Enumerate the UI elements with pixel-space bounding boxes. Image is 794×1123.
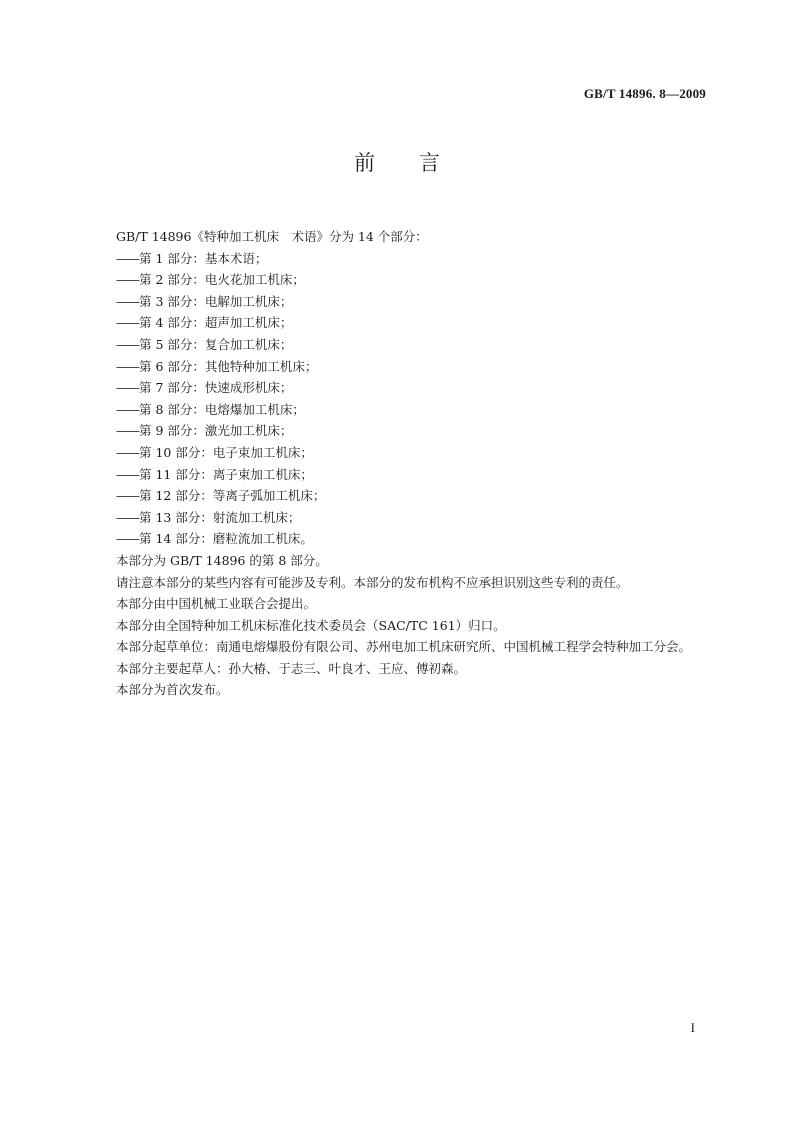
part-label: 第 10 部分：电子束加工机床； <box>139 444 313 460</box>
dash: —— <box>116 444 139 460</box>
part-label: 第 11 部分：离子束加工机床； <box>139 466 313 482</box>
paragraph-managed-by: 本部分由全国特种加工机床标准化技术委员会（SAC/TC 161）归口。 <box>116 617 506 633</box>
paragraph-first-release: 本部分为首次发布。 <box>116 682 229 698</box>
dash: —— <box>116 466 139 482</box>
dash: —— <box>116 336 139 352</box>
part-label: 第 3 部分：电解加工机床； <box>139 293 293 309</box>
list-item <box>89 356 709 378</box>
part-label: 第 14 部分：磨粒流加工机床。 <box>139 531 313 547</box>
dash: —— <box>116 380 139 396</box>
part-label: 第 6 部分：其他特种加工机床； <box>139 358 318 374</box>
part-label: 第 4 部分：超声加工机床； <box>139 315 293 331</box>
dash: —— <box>116 358 139 374</box>
page-title: 前言 <box>354 151 484 175</box>
part-label: 第 1 部分：基本术语； <box>139 250 268 266</box>
paragraph-proposed-by: 本部分由中国机械工业联合会提出。 <box>116 596 317 612</box>
dash: —— <box>116 272 139 288</box>
list-item <box>89 248 709 270</box>
dash: —— <box>116 509 139 525</box>
list-item <box>89 291 709 313</box>
list-item <box>89 464 709 486</box>
part-label: 第 13 部分：射流加工机床； <box>139 509 301 525</box>
parts-list <box>89 248 709 550</box>
list-item <box>89 507 709 529</box>
part-label: 第 2 部分：电火花加工机床； <box>139 272 305 288</box>
part-label: 第 9 部分：激光加工机床； <box>139 423 293 439</box>
standard-code: GB/T 14896. 8—2009 <box>583 86 706 101</box>
dash: —— <box>116 423 139 439</box>
list-item <box>89 334 709 356</box>
part-label: 第 8 部分：电熔爆加工机床； <box>139 401 305 417</box>
paragraph-drafting-units: 本部分起草单位：南通电熔爆股份有限公司、苏州电加工机床研究所、中国机械工程学会特种加工分会。 <box>116 639 692 655</box>
list-item <box>89 312 709 334</box>
list-item <box>89 442 709 464</box>
list-item <box>89 420 709 442</box>
paragraph-drafters: 本部分主要起草人：孙大椿、于志三、叶良才、王应、傅初森。 <box>116 660 467 676</box>
page-number: I <box>690 1020 695 1035</box>
list-item <box>89 399 709 421</box>
dash: —— <box>116 531 139 547</box>
dash: —— <box>116 401 139 417</box>
dash: —— <box>116 250 139 266</box>
list-item <box>89 528 709 550</box>
foreword-body <box>89 226 709 701</box>
dash: —— <box>116 315 139 331</box>
part-label: 第 7 部分：快速成形机床； <box>139 380 293 396</box>
intro-paragraph: GB/T 14896《特种加工机床 术语》分为 14 个部分： <box>116 229 428 244</box>
paragraph-patent-notice: 请注意本部分的某些内容有可能涉及专利。本部分的发布机构不应承担识别这些专利的责任。 <box>116 574 629 590</box>
list-item <box>89 269 709 291</box>
part-label: 第 12 部分：等离子弧加工机床； <box>139 488 326 504</box>
part-label: 第 5 部分：复合加工机床； <box>139 336 293 352</box>
dash: —— <box>116 293 139 309</box>
list-item <box>89 485 709 507</box>
dash: —— <box>116 488 139 504</box>
paragraph-part-scope: 本部分为 GB/T 14896 的第 8 部分。 <box>116 552 328 568</box>
list-item <box>89 377 709 399</box>
